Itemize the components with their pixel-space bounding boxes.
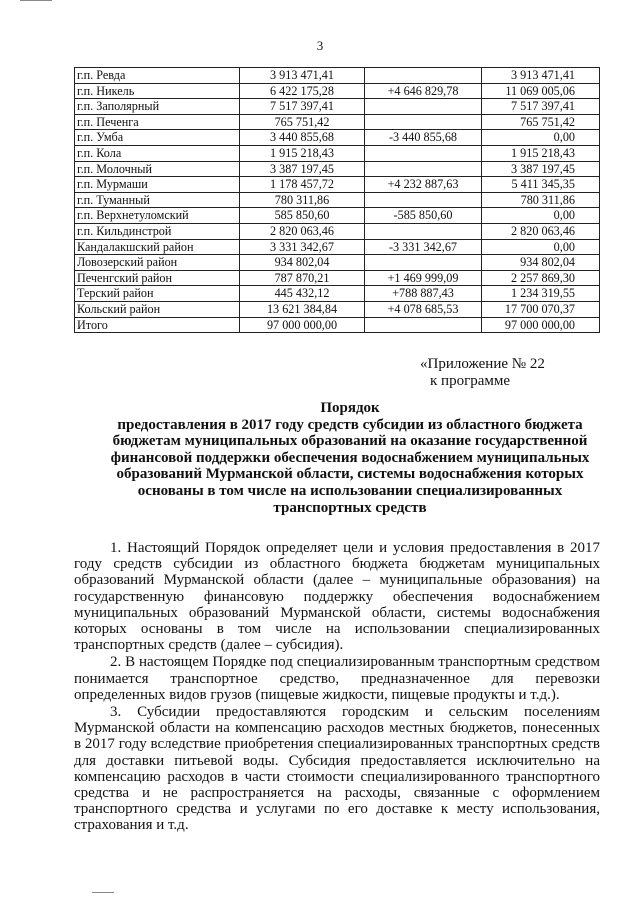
total-amount-cell: 3 387 197,45 <box>482 161 600 177</box>
table-row <box>75 145 600 161</box>
allocated-amount-cell: 2 820 063,46 <box>240 223 365 239</box>
allocated-amount-cell: 445 432,12 <box>240 286 365 302</box>
table-row <box>75 208 600 224</box>
table-body <box>75 68 600 333</box>
total-amount-cell: 11 069 005,06 <box>482 83 600 99</box>
change-amount-cell: -3 440 855,68 <box>365 130 482 146</box>
title-line: Порядок <box>320 400 380 416</box>
change-amount-cell: +788 887,43 <box>365 286 482 302</box>
title-line: образований Мурманской области, системы водоснабжения которых <box>116 466 584 483</box>
table-row <box>75 130 600 146</box>
allocated-amount-cell: 6 422 175,28 <box>240 83 365 99</box>
total-amount-cell: 2 257 869,30 <box>482 270 600 286</box>
municipality-cell: г.п. Кола <box>75 145 240 161</box>
table-row <box>75 161 600 177</box>
total-amount-cell: 1 915 218,43 <box>482 145 600 161</box>
table-row <box>75 223 600 239</box>
municipality-cell: г.п. Верхнетуломский <box>75 208 240 224</box>
title-line: бюджетам муниципальных образований на оказание государственной <box>112 433 588 450</box>
appendix-line-2: к программе <box>430 373 511 389</box>
allocated-amount-cell: 934 802,04 <box>240 255 365 271</box>
change-amount-cell: +4 232 887,63 <box>365 177 482 193</box>
allocated-amount-cell: 787 870,21 <box>240 270 365 286</box>
title-line: предоставления в 2017 году средств субсидии из областного бюджета <box>117 416 583 433</box>
municipality-cell: Итого <box>75 317 240 333</box>
total-amount-cell: 17 700 070,37 <box>482 301 600 317</box>
page-number: 3 <box>316 38 324 53</box>
municipality-cell: г.п. Заполярный <box>75 99 240 115</box>
change-amount-cell <box>365 255 482 271</box>
total-amount-cell: 3 913 471,41 <box>482 68 600 84</box>
title-line: основаны в том числе на использовании специализированных <box>137 482 563 499</box>
change-amount-cell <box>365 161 482 177</box>
total-amount-cell: 780 311,86 <box>482 192 600 208</box>
paragraph-3: 3. Субсидии предоставляются городским и сельским поселениям Мурманской области на компенсацию расходов местных бюджетов, понесенных в 2017 году вследствие приобретения специализированных транспортных средств для доставки питьевой воды. Субсидия предоставляется исключительно на компенсацию расходов в части стоимости специализированного транспортного средства и не распространяется на расходы, связанные с оформлением транспортного средства и услугами по его доставке к месту использования, страхования и т.д. <box>74 704 600 834</box>
table-row <box>75 270 600 286</box>
table-row <box>75 83 600 99</box>
table-row <box>75 317 600 333</box>
table-row <box>75 192 600 208</box>
municipality-cell: Ловозерский район <box>75 255 240 271</box>
municipality-cell: г.п. Кильдинстрой <box>75 223 240 239</box>
municipality-cell: г.п. Умба <box>75 130 240 146</box>
municipality-cell: Кольский район <box>75 301 240 317</box>
title-line: транспортных средств <box>273 499 427 516</box>
total-amount-cell: 7 517 397,41 <box>482 99 600 115</box>
change-amount-cell: +4 646 829,78 <box>365 83 482 99</box>
table-row <box>75 255 600 271</box>
table-row <box>75 286 600 302</box>
paragraph-2: 2. В настоящем Порядке под специализированным транспортным средством понимается транспортное средство, предназначенное для перевозки определенных видов грузов (пищевые жидкости, пищевые продукты и т.д.). <box>74 654 600 703</box>
table-row <box>75 301 600 317</box>
total-amount-cell: 5 411 345,35 <box>482 177 600 193</box>
allocated-amount-cell: 3 440 855,68 <box>240 130 365 146</box>
allocated-amount-cell: 585 850,60 <box>240 208 365 224</box>
appendix-line-1: «Приложение № 22 <box>420 356 545 372</box>
table-row <box>75 114 600 130</box>
total-amount-cell: 0,00 <box>482 239 600 255</box>
change-amount-cell: -3 331 342,67 <box>365 239 482 255</box>
change-amount-cell <box>365 192 482 208</box>
change-amount-cell <box>365 68 482 84</box>
municipality-cell: г.п. Печенга <box>75 114 240 130</box>
municipality-cell: Печенгский район <box>75 270 240 286</box>
change-amount-cell: +4 078 685,53 <box>365 301 482 317</box>
table-row <box>75 239 600 255</box>
change-amount-cell <box>365 114 482 130</box>
change-amount-cell: -585 850,60 <box>365 208 482 224</box>
change-amount-cell: +1 469 999,09 <box>365 270 482 286</box>
allocated-amount-cell: 97 000 000,00 <box>240 317 365 333</box>
table-row <box>75 177 600 193</box>
table-row <box>75 99 600 115</box>
bottom-edge-mark <box>92 892 114 893</box>
allocated-amount-cell: 3 387 197,45 <box>240 161 365 177</box>
allocated-amount-cell: 765 751,42 <box>240 114 365 130</box>
appendix-reference <box>420 356 600 390</box>
allocated-amount-cell: 3 331 342,67 <box>240 239 365 255</box>
municipality-cell: г.п. Мурмаши <box>75 177 240 193</box>
paragraph-1: 1. Настоящий Порядок определяет цели и условия предоставления в 2017 году средств субсидии из областного бюджета бюджетам муниципальных образований Мурманской области (далее – муниципальные образования) на государственную финансовую поддержку обеспечения водоснабжением муниципальных образований Мурманской области, системы водоснабжения которых основаны в том числе на использовании специализированных транспортных средств (далее – субсидия). <box>74 540 600 654</box>
change-amount-cell <box>365 99 482 115</box>
total-amount-cell: 2 820 063,46 <box>482 223 600 239</box>
municipality-cell: Терский район <box>75 286 240 302</box>
municipality-cell: г.п. Ревда <box>75 68 240 84</box>
total-amount-cell: 1 234 319,55 <box>482 286 600 302</box>
allocated-amount-cell: 7 517 397,41 <box>240 99 365 115</box>
change-amount-cell <box>365 145 482 161</box>
total-amount-cell: 934 802,04 <box>482 255 600 271</box>
change-amount-cell <box>365 317 482 333</box>
total-amount-cell: 97 000 000,00 <box>482 317 600 333</box>
municipality-cell: г.п. Туманный <box>75 192 240 208</box>
allocated-amount-cell: 1 915 218,43 <box>240 145 365 161</box>
procedure-title <box>90 400 610 516</box>
change-amount-cell <box>365 223 482 239</box>
municipality-cell: г.п. Никель <box>75 83 240 99</box>
total-amount-cell: 765 751,42 <box>482 114 600 130</box>
allocated-amount-cell: 3 913 471,41 <box>240 68 365 84</box>
top-edge-mark <box>20 0 52 1</box>
title-line: финансовой поддержки обеспечения водоснабжением муниципальных <box>110 449 590 466</box>
allocated-amount-cell: 780 311,86 <box>240 192 365 208</box>
municipality-cell: г.п. Молочный <box>75 161 240 177</box>
allocated-amount-cell: 1 178 457,72 <box>240 177 365 193</box>
table-row <box>75 68 600 84</box>
total-amount-cell: 0,00 <box>482 208 600 224</box>
subsidy-distribution-table <box>74 67 600 333</box>
allocated-amount-cell: 13 621 384,84 <box>240 301 365 317</box>
total-amount-cell: 0,00 <box>482 130 600 146</box>
municipality-cell: Кандалакшский район <box>75 239 240 255</box>
procedure-body <box>74 540 600 835</box>
